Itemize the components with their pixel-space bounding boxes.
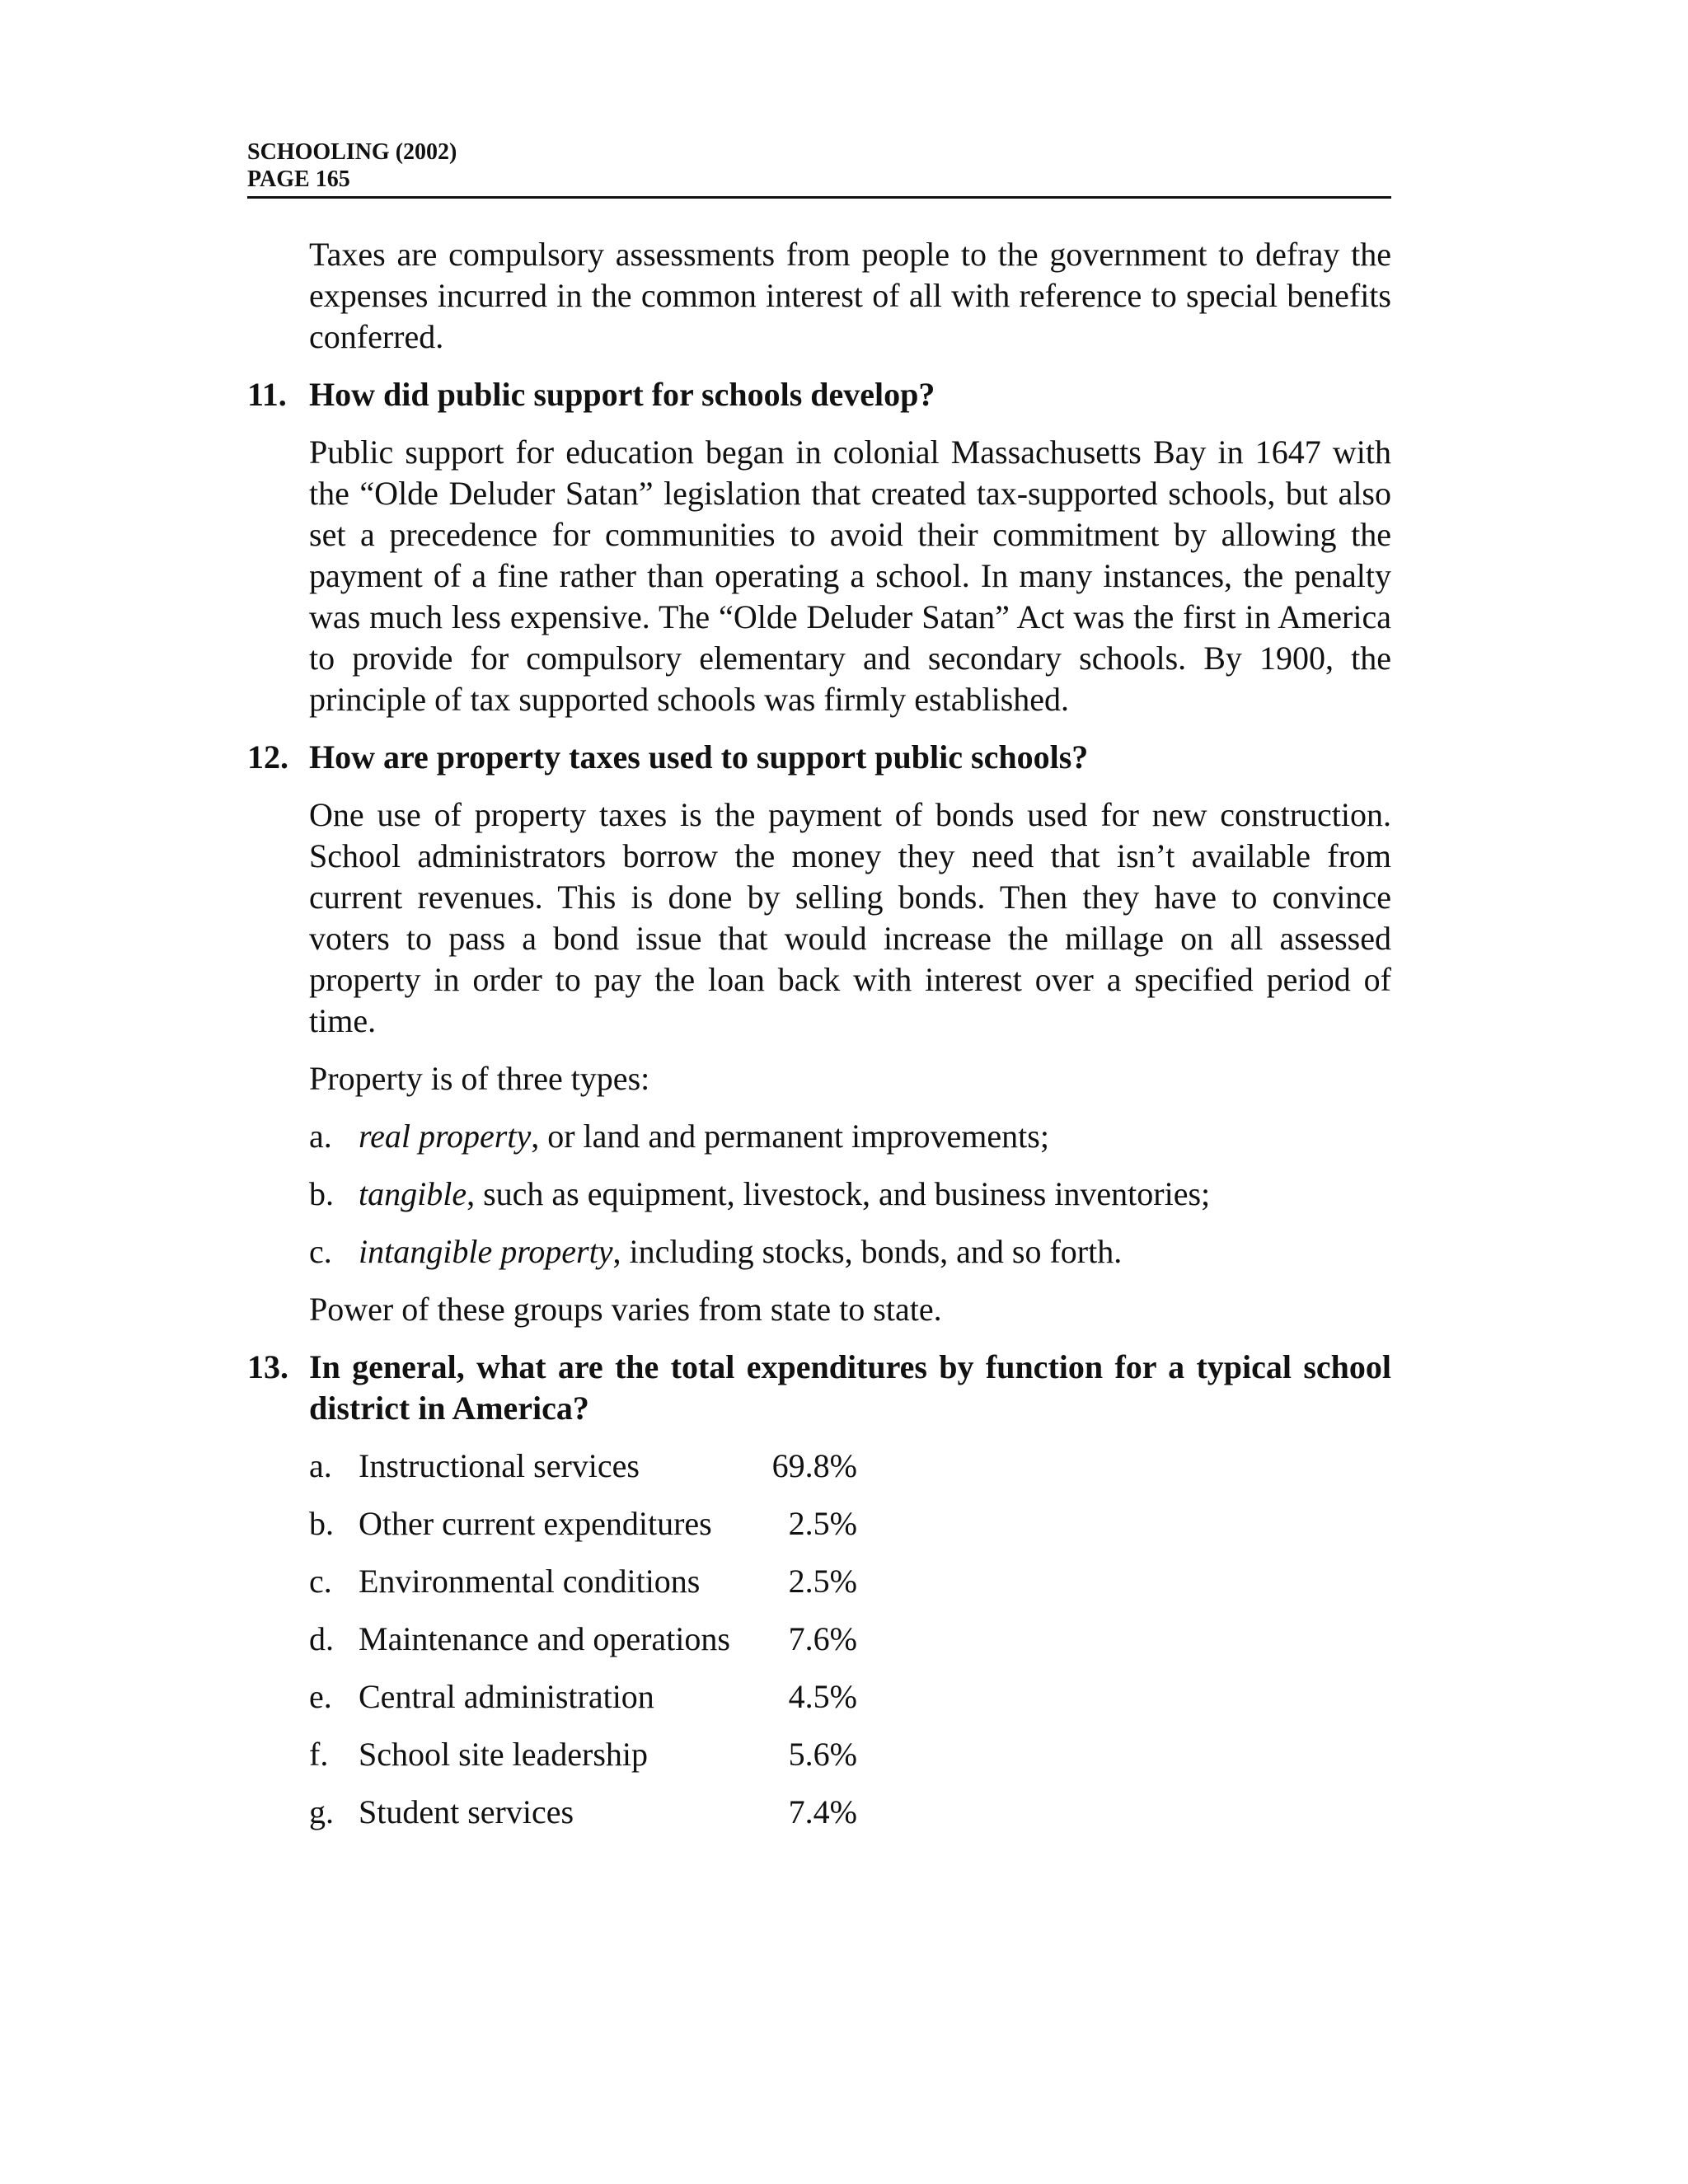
answer-11-paragraph: Public support for education began in colonial Massachusetts Bay in 1647 with the “Olde Deluder Satan” legislation that created tax-supported schools, but also set a precedence for communities to avoid their commitment by allowing the payment of a fine rather than operating a school. In many instances, the penalty was much less expensive. The “Olde Deluder Satan” Act was the first in America to provide for compulsory elementary and secondary schools. By 1900, the principle of tax supported schools was firmly established.: [309, 434, 1391, 718]
property-type-item: [309, 1116, 1391, 1157]
expenditure-row: [309, 1619, 1391, 1660]
expenditure-label: Maintenance and operations: [359, 1620, 730, 1657]
question-number: 11.: [247, 376, 287, 413]
expenditure-percent: 69.8%: [771, 1447, 857, 1484]
expenditure-percent: 7.4%: [788, 1793, 857, 1830]
question-number: 13.: [247, 1348, 288, 1385]
question-11: [247, 374, 1391, 415]
question-13: [247, 1347, 1391, 1429]
property-type-item: [309, 1174, 1391, 1215]
page-body: [247, 234, 1391, 1849]
list-letter: g.: [309, 1793, 334, 1830]
expenditure-row: [309, 1734, 1391, 1775]
property-type-description: , such as equipment, livestock, and business inventories;: [467, 1175, 1211, 1212]
expenditure-label: Central administration: [359, 1678, 654, 1715]
property-type-item: [309, 1231, 1391, 1272]
list-letter: a.: [309, 1118, 332, 1155]
question-text: In general, what are the total expenditures by function for a typical school district in America?: [309, 1348, 1391, 1427]
expenditure-percent: 7.6%: [788, 1620, 857, 1657]
question-text: How are property taxes used to support public schools?: [309, 738, 1089, 776]
list-letter: b.: [309, 1175, 334, 1212]
header-page-number: PAGE 165: [247, 166, 350, 192]
expenditure-row: [309, 1446, 1391, 1487]
expenditure-percent: 2.5%: [788, 1563, 857, 1600]
list-letter: b.: [309, 1505, 334, 1542]
question-text: How did public support for schools develop?: [309, 376, 935, 413]
list-item-text: [359, 1174, 1210, 1215]
expenditure-label: Student services: [359, 1793, 574, 1830]
header-title: SCHOOLING (2002): [247, 139, 457, 165]
running-header: [247, 138, 1391, 199]
list-letter: d.: [309, 1620, 334, 1657]
expenditure-row: [309, 1792, 1391, 1833]
expenditure-row: [309, 1676, 1391, 1718]
list-item-text: [359, 1116, 1049, 1157]
list-letter: f.: [309, 1736, 329, 1773]
answer-12-paragraph: One use of property taxes is the payment of bonds used for new construction. School administrators borrow the money they need that isn’t available from current revenues. This is done by selling bonds. Then they have to convince voters to pass a bond issue that would increase the millage on all assessed property in order to pay the loan back with interest over a specified period of time.: [309, 796, 1391, 1039]
property-type-term: real property: [359, 1118, 532, 1155]
expenditure-row: [309, 1561, 1391, 1602]
list-letter: e.: [309, 1678, 332, 1715]
property-type-description: , including stocks, bonds, and so forth.: [612, 1233, 1123, 1270]
property-type-term: intangible property: [359, 1233, 613, 1270]
list-item-text: [359, 1231, 1122, 1272]
intro-paragraph: Taxes are compulsory assessments from people to the government to defray the expenses incurred in the common interest of all with reference to special benefits conferred.: [309, 236, 1391, 355]
list-letter: c.: [309, 1563, 332, 1600]
property-type-description: , or land and permanent improvements;: [531, 1118, 1049, 1155]
property-type-term: tangible: [359, 1175, 467, 1212]
property-closing-paragraph: Power of these groups varies from state to state.: [309, 1291, 942, 1328]
expenditure-percent: 5.6%: [788, 1736, 857, 1773]
expenditure-row: [309, 1503, 1391, 1544]
expenditure-label: School site leadership: [359, 1736, 649, 1773]
expenditure-percent: 4.5%: [788, 1678, 857, 1715]
property-types-intro: Property is of three types:: [309, 1060, 650, 1097]
expenditure-percent: 2.5%: [788, 1505, 857, 1542]
question-12: [247, 737, 1391, 778]
expenditure-label: Environmental conditions: [359, 1563, 701, 1600]
expenditure-label: Instructional services: [359, 1447, 640, 1484]
list-letter: a.: [309, 1447, 332, 1484]
list-letter: c.: [309, 1233, 332, 1270]
question-number: 12.: [247, 738, 288, 776]
expenditure-label: Other current expenditures: [359, 1505, 712, 1542]
